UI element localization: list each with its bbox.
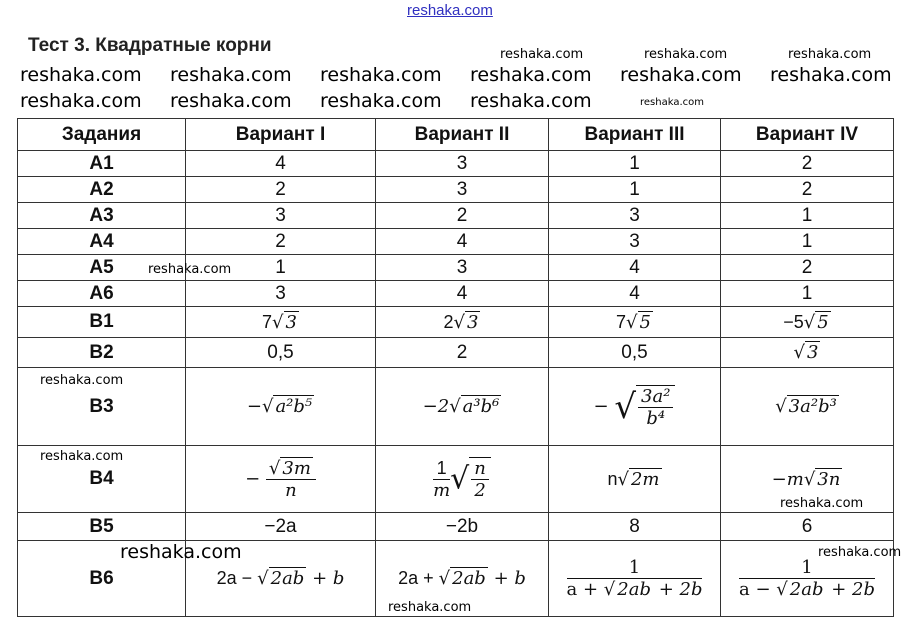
cell: 1 — [549, 151, 721, 177]
cell: 6 — [721, 513, 894, 541]
cell: 2a − √ 2ab + b — [186, 541, 376, 617]
cell: 7√ 5 — [549, 307, 721, 338]
cell: 1 — [549, 177, 721, 203]
cell: 2 — [721, 255, 894, 281]
cell: 2 — [186, 229, 376, 255]
cell: 2 — [376, 203, 549, 229]
cell: −2√ a³b⁶ — [376, 368, 549, 446]
column-header: Вариант III — [549, 119, 721, 151]
table-row — [18, 177, 894, 203]
cell: $\frac{1}{a + √ 2ab + 2b}$ — [549, 541, 721, 617]
cell: 3 — [376, 177, 549, 203]
watermark: reshaka.com — [640, 97, 704, 108]
cell: 1 — [721, 229, 894, 255]
row-label: A4 — [18, 229, 186, 255]
row-label: A2 — [18, 177, 186, 203]
row-label: B5 — [18, 513, 186, 541]
watermark: reshaka.com — [470, 64, 592, 86]
watermark: reshaka.com — [170, 90, 292, 112]
watermark: reshaka.com — [788, 47, 872, 62]
watermark: reshaka.com — [818, 545, 902, 560]
row-label: A3 — [18, 203, 186, 229]
page-title: Тест 3. Квадратные корни — [28, 35, 272, 56]
cell: 3 — [186, 203, 376, 229]
column-header: Вариант I — [186, 119, 376, 151]
cell: √ 3a²b³ — [721, 368, 894, 446]
cell: − √ $\frac{\text{3a²}}{\text{b⁴}}$ — [549, 368, 721, 446]
cell: −m√ 3n — [721, 446, 894, 513]
row-label: B2 — [18, 338, 186, 368]
row-label: B4 — [18, 446, 186, 513]
table-row — [18, 229, 894, 255]
cell: 3 — [186, 281, 376, 307]
cell: 2 — [376, 338, 549, 368]
cell: 3 — [549, 203, 721, 229]
watermark: reshaka.com — [470, 90, 592, 112]
column-header: Задания — [18, 119, 186, 151]
cell: −2b — [376, 513, 549, 541]
table-row — [18, 368, 894, 446]
cell: −5√ 5 — [721, 307, 894, 338]
watermark: reshaka.com — [170, 64, 292, 86]
watermark: reshaka.com — [500, 47, 584, 62]
cell: 1 — [721, 203, 894, 229]
site-link[interactable]: reshaka.com — [407, 2, 493, 19]
watermark: reshaka.com — [120, 541, 242, 563]
watermark: reshaka.com — [20, 90, 142, 112]
watermark: reshaka.com — [780, 496, 864, 511]
header-row — [18, 119, 894, 151]
cell: 1 — [186, 255, 376, 281]
cell: $\frac{1}{m}$ √ $\frac{n}{2}$ — [376, 446, 549, 513]
table-row — [18, 446, 894, 513]
cell: 4 — [549, 281, 721, 307]
cell: −√ a²b⁵ — [186, 368, 376, 446]
cell: 2√ 3 — [376, 307, 549, 338]
table-row — [18, 307, 894, 338]
row-label: B1 — [18, 307, 186, 338]
row-label: A1 — [18, 151, 186, 177]
cell: 4 — [186, 151, 376, 177]
cell: 4 — [549, 255, 721, 281]
watermark: reshaka.com — [40, 373, 124, 388]
table-row — [18, 151, 894, 177]
cell: $\frac{1}{a - √ 2ab + 2b}$ — [721, 541, 894, 617]
watermark: reshaka.com — [620, 64, 742, 86]
cell: 0,5 — [549, 338, 721, 368]
cell: 3 — [376, 151, 549, 177]
watermark: reshaka.com — [40, 449, 124, 464]
cell: 4 — [376, 229, 549, 255]
watermark: reshaka.com — [20, 64, 142, 86]
cell: 2 — [721, 151, 894, 177]
table-row — [18, 281, 894, 307]
cell: − $\frac{√ 3m}{n}$ — [186, 446, 376, 513]
table-row — [18, 513, 894, 541]
cell: 2a + √ 2ab + b — [376, 541, 549, 617]
cell: −2a — [186, 513, 376, 541]
table-row — [18, 338, 894, 368]
cell: 2 — [721, 177, 894, 203]
watermark: reshaka.com — [770, 64, 892, 86]
cell: n√ 2m — [549, 446, 721, 513]
row-label: B6 — [18, 541, 186, 617]
row-label: B3 — [18, 368, 186, 446]
cell: 3 — [549, 229, 721, 255]
cell: 1 — [721, 281, 894, 307]
table-row — [18, 203, 894, 229]
cell: 7√ 3 — [186, 307, 376, 338]
column-header: Вариант IV — [721, 119, 894, 151]
watermark: reshaka.com — [644, 47, 728, 62]
row-label: A5 — [18, 255, 186, 281]
watermark: reshaka.com — [388, 600, 472, 615]
column-header: Вариант II — [376, 119, 549, 151]
watermark: reshaka.com — [148, 262, 232, 277]
watermark: reshaka.com — [320, 90, 442, 112]
cell: 3 — [376, 255, 549, 281]
cell: 0,5 — [186, 338, 376, 368]
watermark: reshaka.com — [320, 64, 442, 86]
cell: 2 — [186, 177, 376, 203]
cell: 4 — [376, 281, 549, 307]
cell: √ 3 — [721, 338, 894, 368]
row-label: A6 — [18, 281, 186, 307]
cell: 8 — [549, 513, 721, 541]
